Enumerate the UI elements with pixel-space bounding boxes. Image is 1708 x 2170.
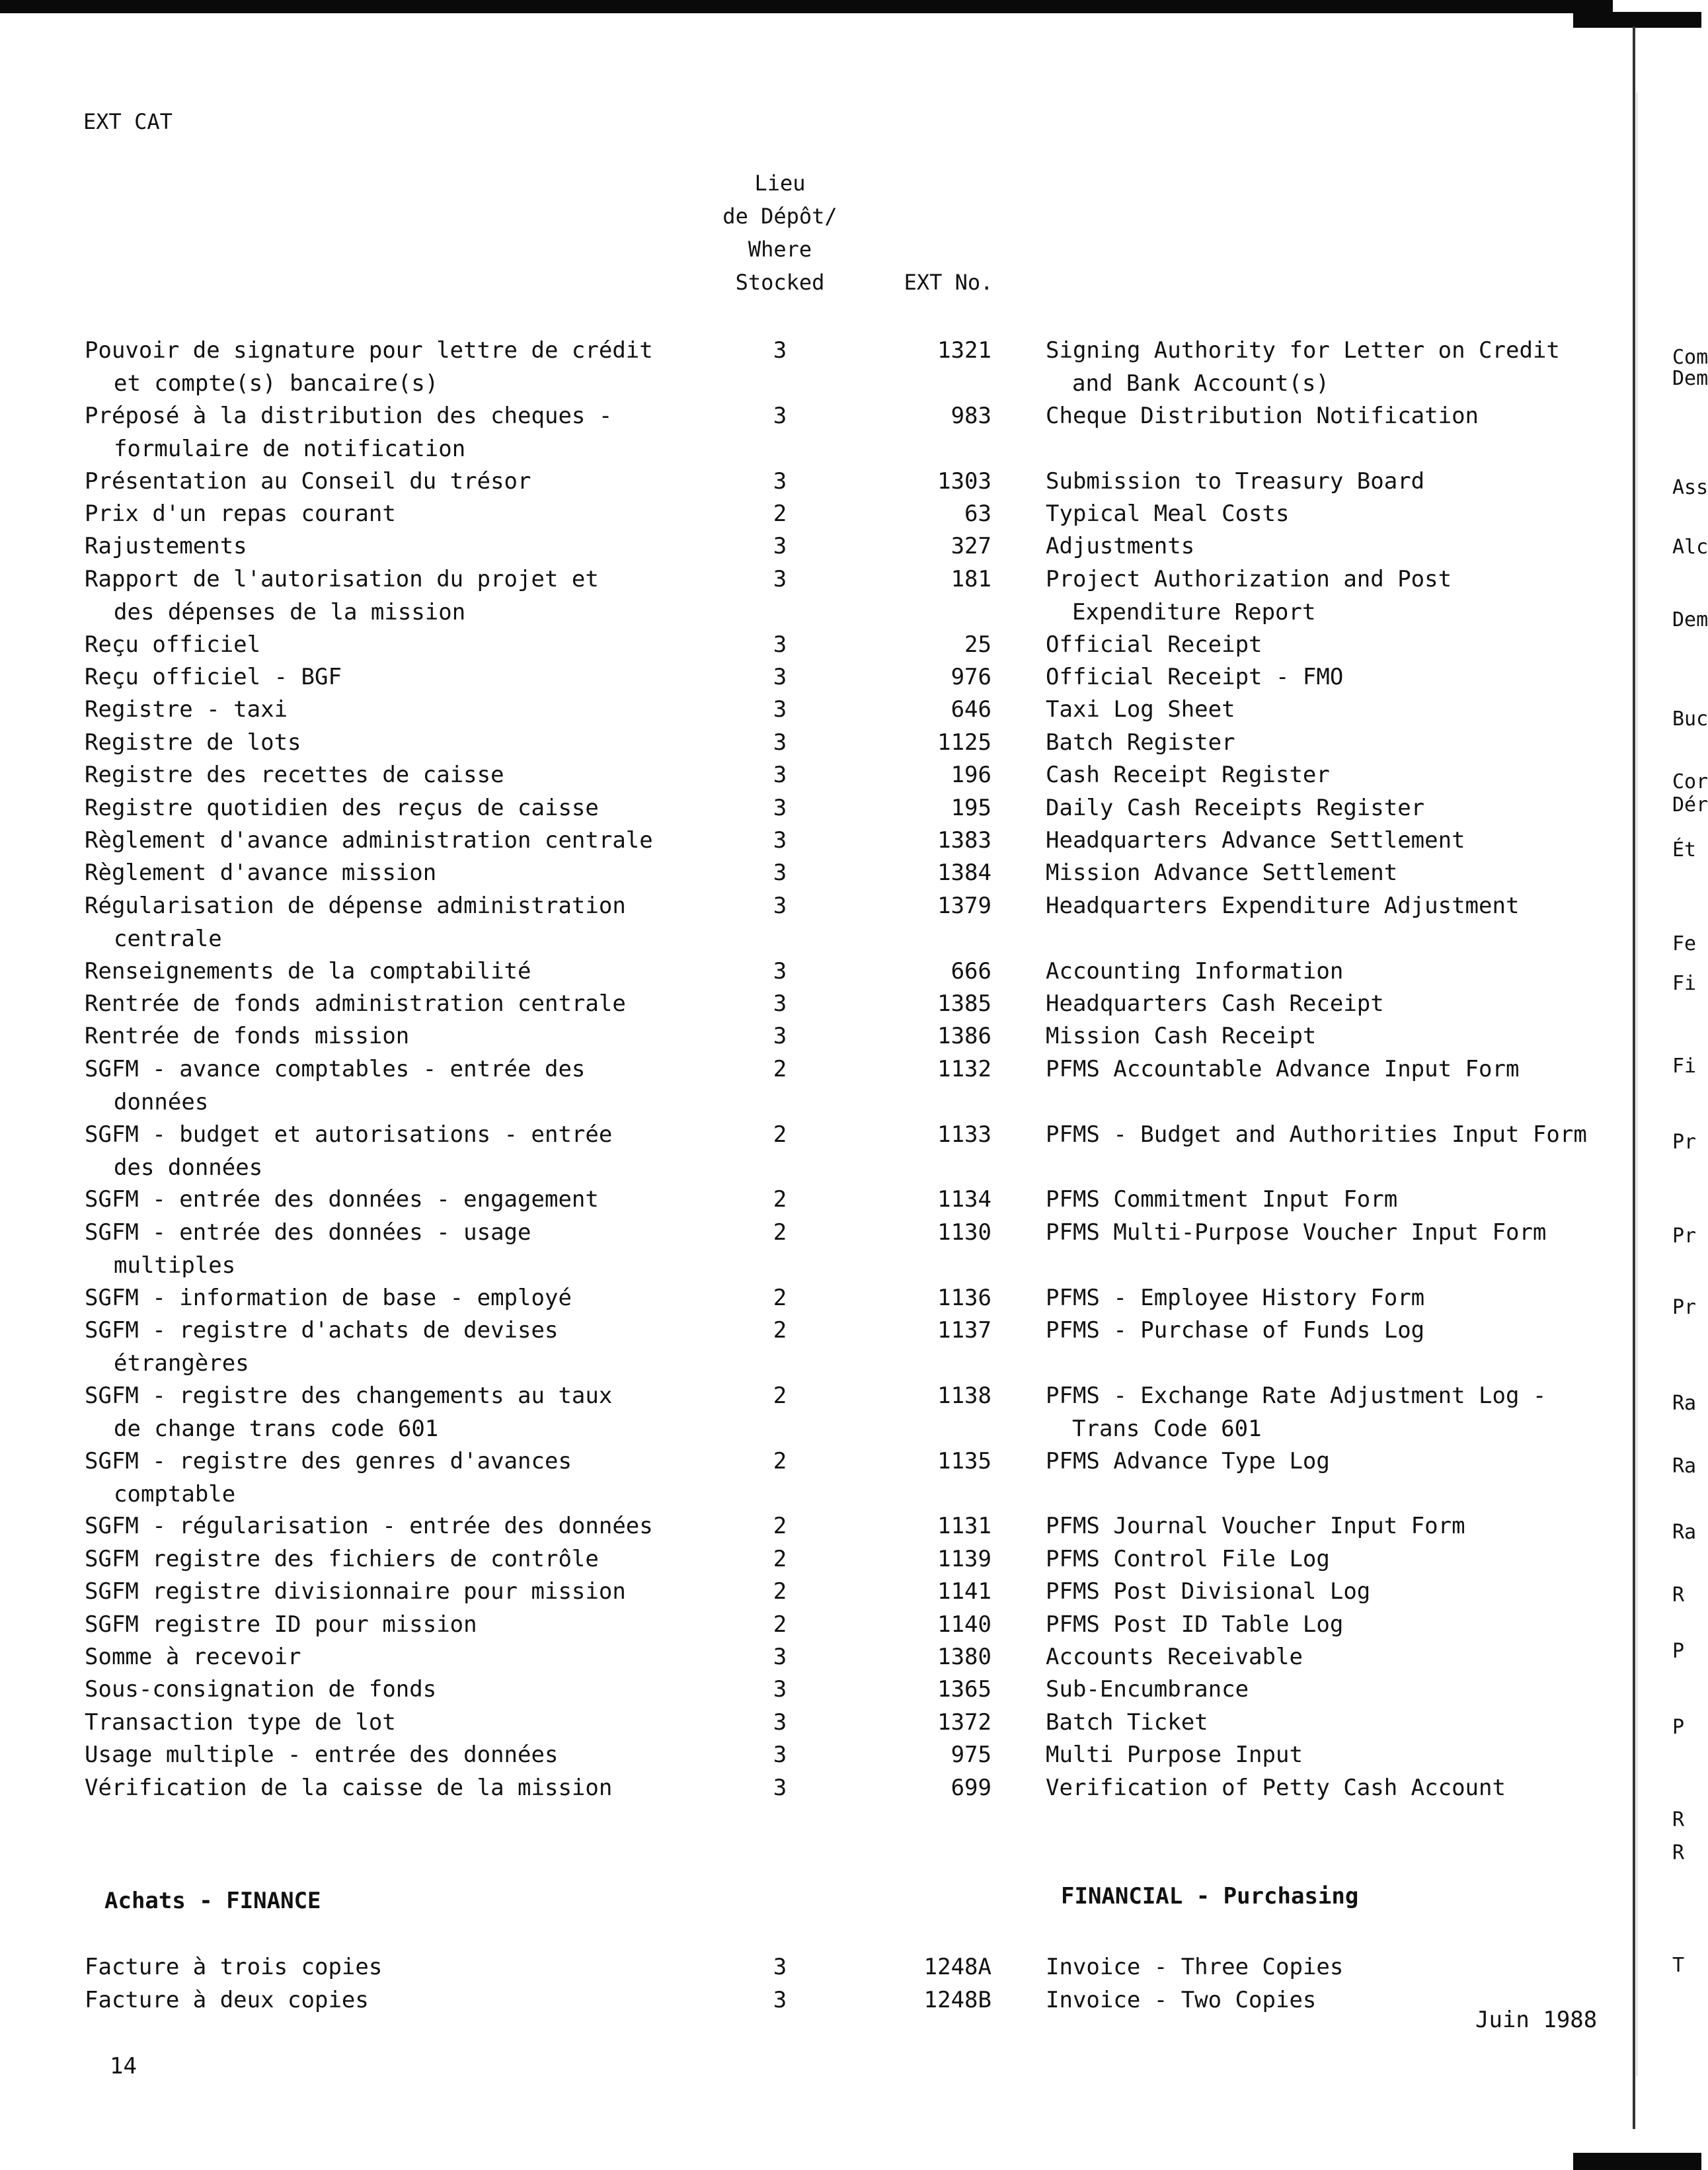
stock-location: 2 [773, 1382, 787, 1409]
stock-location: 2 [773, 1447, 787, 1474]
english-title: PFMS Advance Type Log [1046, 1447, 1330, 1474]
french-title: SGFM - entrée des données - engagement [85, 1186, 599, 1213]
margin-fragment: P [1672, 1716, 1685, 1739]
english-title: Submission to Treasury Board [1046, 467, 1425, 495]
ext-number: 666 [951, 957, 991, 985]
margin-fragment: Alc [1672, 536, 1708, 559]
stock-location: 2 [773, 1055, 787, 1082]
french-title: étrangères [114, 1350, 249, 1377]
stock-location: 3 [773, 1023, 787, 1050]
french-title: de change trans code 601 [114, 1415, 439, 1442]
ext-number: 1138 [937, 1382, 991, 1409]
stock-location: 3 [773, 565, 787, 592]
english-title: Accounts Receivable [1046, 1644, 1303, 1670]
ext-number: 1140 [937, 1611, 991, 1638]
stock-location: 3 [773, 729, 787, 756]
ext-number: 196 [951, 762, 991, 789]
english-title: Multi Purpose Input [1046, 1742, 1303, 1769]
ext-no-column-header: EXT No. [904, 270, 993, 295]
french-title: Registre - taxi [85, 696, 288, 723]
stock-location: 3 [773, 1987, 787, 2013]
margin-fragment: Ra [1672, 1455, 1697, 1478]
english-title: Accounting Information [1046, 957, 1344, 985]
ext-number: 1321 [937, 337, 991, 364]
margin-fragment: Ét [1672, 838, 1697, 862]
scan-bottom-border [1573, 2153, 1701, 2170]
stock-location: 2 [773, 1513, 787, 1540]
english-title: PFMS - Employee History Form [1046, 1284, 1425, 1311]
english-title: Project Authorization and Post [1046, 565, 1452, 592]
english-title: Taxi Log Sheet [1046, 696, 1235, 723]
french-title: Sous-consignation de fonds [85, 1676, 437, 1703]
english-title: Daily Cash Receipts Register [1046, 794, 1425, 821]
stock-location: 3 [773, 533, 787, 560]
margin-fragment: Pr [1672, 1225, 1697, 1248]
ext-number: 1133 [937, 1121, 991, 1148]
location-header-line: Where [748, 237, 812, 262]
margin-fragment: R [1672, 1584, 1685, 1607]
section-heading-en: FINANCIAL - Purchasing [1061, 1883, 1359, 1909]
margin-fragment: Cor [1672, 770, 1708, 793]
english-title: Mission Cash Receipt [1046, 1023, 1317, 1050]
french-title: formulaire de notification [114, 435, 466, 462]
margin-fragment: Dér [1672, 793, 1708, 817]
stock-location: 2 [773, 1284, 787, 1311]
ext-number: 1132 [937, 1055, 991, 1082]
english-title: PFMS - Purchase of Funds Log [1046, 1317, 1425, 1344]
english-title: PFMS - Budget and Authorities Input Form [1046, 1121, 1587, 1148]
stock-location: 3 [773, 1774, 787, 1801]
french-title: SGFM - avance comptables - entrée des [85, 1055, 586, 1082]
location-header-line: Stocked [735, 270, 825, 295]
french-title: Rentrée de fonds administration centrale [85, 990, 626, 1017]
english-title: PFMS Accountable Advance Input Form [1046, 1055, 1520, 1082]
stock-location: 3 [773, 467, 787, 495]
ext-number: 1379 [937, 892, 991, 919]
english-title: Official Receipt - FMO [1046, 664, 1344, 690]
stock-location: 3 [773, 1708, 787, 1736]
stock-location: 3 [773, 794, 787, 821]
ext-number: 1380 [937, 1644, 991, 1670]
french-title: des dépenses de la mission [114, 598, 466, 625]
english-title: PFMS Commitment Input Form [1046, 1186, 1398, 1213]
ext-number: 1130 [937, 1219, 991, 1246]
ext-number: 1383 [937, 827, 991, 854]
french-title: Registre quotidien des reçus de caisse [85, 794, 599, 821]
ext-number: 1135 [937, 1447, 991, 1474]
french-title: Vérification de la caisse de la mission [85, 1774, 613, 1801]
french-title: SGFM - registre d'achats de devises [85, 1317, 559, 1344]
stock-location: 3 [773, 1676, 787, 1703]
margin-fragment: T [1672, 1954, 1685, 1977]
margin-fragment: Fi [1672, 1055, 1697, 1078]
stock-location: 3 [773, 762, 787, 789]
ext-number: 646 [951, 696, 991, 723]
french-title: Registre de lots [85, 729, 301, 756]
english-title: Verification of Petty Cash Account [1046, 1774, 1506, 1801]
ext-number: 63 [964, 501, 991, 527]
ext-number: 1139 [937, 1545, 991, 1572]
location-column-header [701, 167, 859, 299]
french-title: SGFM registre des fichiers de contrôle [85, 1545, 599, 1572]
catalog-code: EXT CAT [83, 109, 173, 134]
french-title: SGFM registre ID pour mission [85, 1611, 477, 1638]
stock-location: 3 [773, 631, 787, 658]
ext-number: 1131 [937, 1513, 991, 1540]
ext-number: 1136 [937, 1284, 991, 1311]
stock-location: 2 [773, 1611, 787, 1638]
margin-fragment: Fe [1672, 932, 1697, 955]
stock-location: 3 [773, 1954, 787, 1980]
french-title: Prix d'un repas courant [85, 501, 396, 527]
french-title: et compte(s) bancaire(s) [114, 370, 439, 397]
ext-number: 1385 [937, 990, 991, 1017]
ext-number: 327 [951, 533, 991, 560]
page-number: 14 [110, 2053, 137, 2079]
french-title: multiples [114, 1252, 236, 1279]
ext-number: 25 [964, 631, 991, 658]
ext-number: 1134 [937, 1186, 991, 1213]
stock-location: 2 [773, 1317, 787, 1344]
margin-fragment: Dem [1672, 367, 1708, 390]
margin-fragment: R [1672, 1808, 1685, 1831]
french-title: SGFM - registre des changements au taux [85, 1382, 613, 1409]
ext-number: 1384 [937, 860, 991, 887]
ext-number: 1248A [923, 1954, 991, 1980]
french-title: SGFM registre divisionnaire pour mission [85, 1578, 626, 1605]
stock-location: 3 [773, 957, 787, 985]
english-title: Signing Authority for Letter on Credit [1046, 337, 1560, 364]
french-title: SGFM - régularisation - entrée des données [85, 1513, 653, 1540]
margin-fragment: Fi [1672, 972, 1697, 995]
stock-location: 2 [773, 1186, 787, 1213]
french-title: Transaction type de lot [85, 1708, 396, 1736]
french-title: Règlement d'avance administration centrale [85, 827, 653, 854]
margin-fragment: Dem [1672, 608, 1708, 631]
french-title: Renseignements de la comptabilité [85, 957, 531, 985]
section-heading-fr: Achats - FINANCE [104, 1888, 321, 1914]
stock-location: 2 [773, 1545, 787, 1572]
french-title: Reçu officiel [85, 631, 261, 658]
french-title: Registre des recettes de caisse [85, 762, 504, 789]
margin-fragment: P [1672, 1640, 1685, 1663]
location-header-line: de Dépôt/ [722, 204, 837, 229]
french-title: SGFM - entrée des données - usage [85, 1219, 531, 1246]
margin-fragment: Pr [1672, 1131, 1697, 1154]
ext-number: 976 [951, 664, 991, 690]
ext-number: 975 [951, 1742, 991, 1769]
stock-location: 2 [773, 1219, 787, 1246]
english-title: Invoice - Three Copies [1046, 1954, 1344, 1980]
scan-top-border [0, 0, 1613, 13]
english-title: Official Receipt [1046, 631, 1262, 658]
margin-fragment: R [1672, 1841, 1685, 1865]
ext-number: 181 [951, 565, 991, 592]
french-title: Usage multiple - entrée des données [85, 1742, 559, 1769]
english-title: Expenditure Report [1072, 598, 1316, 625]
french-title: Pouvoir de signature pour lettre de crédit [85, 337, 653, 364]
english-title: Headquarters Cash Receipt [1046, 990, 1384, 1017]
french-title: Rajustements [85, 533, 247, 560]
ext-number: 1141 [937, 1578, 991, 1605]
french-title: Règlement d'avance mission [85, 860, 437, 887]
ext-number: 1137 [937, 1317, 991, 1344]
french-title: Rentrée de fonds mission [85, 1023, 410, 1050]
stock-location: 3 [773, 827, 787, 854]
english-title: PFMS Journal Voucher Input Form [1046, 1513, 1465, 1540]
english-title: Cheque Distribution Notification [1046, 402, 1479, 429]
margin-fragment: Ra [1672, 1392, 1697, 1415]
stock-location: 2 [773, 1578, 787, 1605]
french-title: centrale [114, 925, 222, 952]
english-title: PFMS Control File Log [1046, 1545, 1330, 1572]
french-title: SGFM - registre des genres d'avances [85, 1447, 572, 1474]
ext-number: 1248B [923, 1987, 991, 2013]
english-title: Trans Code 601 [1072, 1415, 1262, 1442]
stock-location: 3 [773, 990, 787, 1017]
french-title: Facture à trois copies [85, 1954, 383, 1980]
stock-location: 2 [773, 1121, 787, 1148]
ext-number: 1365 [937, 1676, 991, 1703]
french-title: données [114, 1088, 209, 1115]
stock-location: 3 [773, 892, 787, 919]
french-title: SGFM - information de base - employé [85, 1284, 572, 1311]
french-title: Présentation au Conseil du trésor [85, 467, 531, 495]
ext-number: 1303 [937, 467, 991, 495]
french-title: Reçu officiel - BGF [85, 664, 342, 690]
stock-location: 3 [773, 860, 787, 887]
french-title: comptable [114, 1480, 236, 1507]
english-title: Cash Receipt Register [1046, 762, 1330, 789]
margin-fragment: Ass [1672, 476, 1708, 499]
margin-fragment: Com [1672, 346, 1708, 369]
stock-location: 3 [773, 696, 787, 723]
stock-location: 3 [773, 337, 787, 364]
english-title: Batch Ticket [1046, 1708, 1208, 1736]
french-title: Préposé à la distribution des cheques - [85, 402, 613, 429]
french-title: SGFM - budget et autorisations - entrée [85, 1121, 613, 1148]
french-title: Régularisation de dépense administration [85, 892, 626, 919]
margin-fragment: Ra [1672, 1521, 1697, 1544]
english-title: Invoice - Two Copies [1046, 1987, 1317, 2013]
ext-number: 1372 [937, 1708, 991, 1736]
scan-top-border-right [1573, 12, 1701, 28]
stock-location: 3 [773, 664, 787, 690]
stock-location: 3 [773, 1644, 787, 1670]
margin-fragment: Pr [1672, 1296, 1697, 1319]
ext-number: 983 [951, 402, 991, 429]
stock-location: 2 [773, 501, 787, 527]
ext-number: 1386 [937, 1023, 991, 1050]
english-title: Batch Register [1046, 729, 1235, 756]
english-title: PFMS - Exchange Rate Adjustment Log - [1046, 1382, 1547, 1409]
english-title: Headquarters Expenditure Adjustment [1046, 892, 1520, 919]
margin-fragment: Buc [1672, 707, 1708, 731]
publication-date: Juin 1988 [1475, 2007, 1598, 2033]
english-title: PFMS Multi-Purpose Voucher Input Form [1046, 1219, 1547, 1246]
ext-number: 195 [951, 794, 991, 821]
location-header-line: Lieu [754, 171, 806, 196]
english-title: PFMS Post ID Table Log [1046, 1611, 1344, 1638]
french-title: des données [114, 1154, 263, 1181]
stock-location: 3 [773, 1742, 787, 1769]
french-title: Somme à recevoir [85, 1644, 301, 1670]
english-title: and Bank Account(s) [1072, 370, 1329, 397]
english-title: Adjustments [1046, 533, 1195, 560]
french-title: Rapport de l'autorisation du projet et [85, 565, 599, 592]
english-title: Typical Meal Costs [1046, 501, 1290, 527]
ext-number: 1125 [937, 729, 991, 756]
page-fold-line [1633, 26, 1635, 2129]
english-title: Sub-Encumbrance [1046, 1676, 1249, 1703]
french-title: Facture à deux copies [85, 1987, 369, 2013]
english-title: PFMS Post Divisional Log [1046, 1578, 1371, 1605]
english-title: Mission Advance Settlement [1046, 860, 1398, 887]
stock-location: 3 [773, 402, 787, 429]
ext-number: 699 [951, 1774, 991, 1801]
english-title: Headquarters Advance Settlement [1046, 827, 1465, 854]
